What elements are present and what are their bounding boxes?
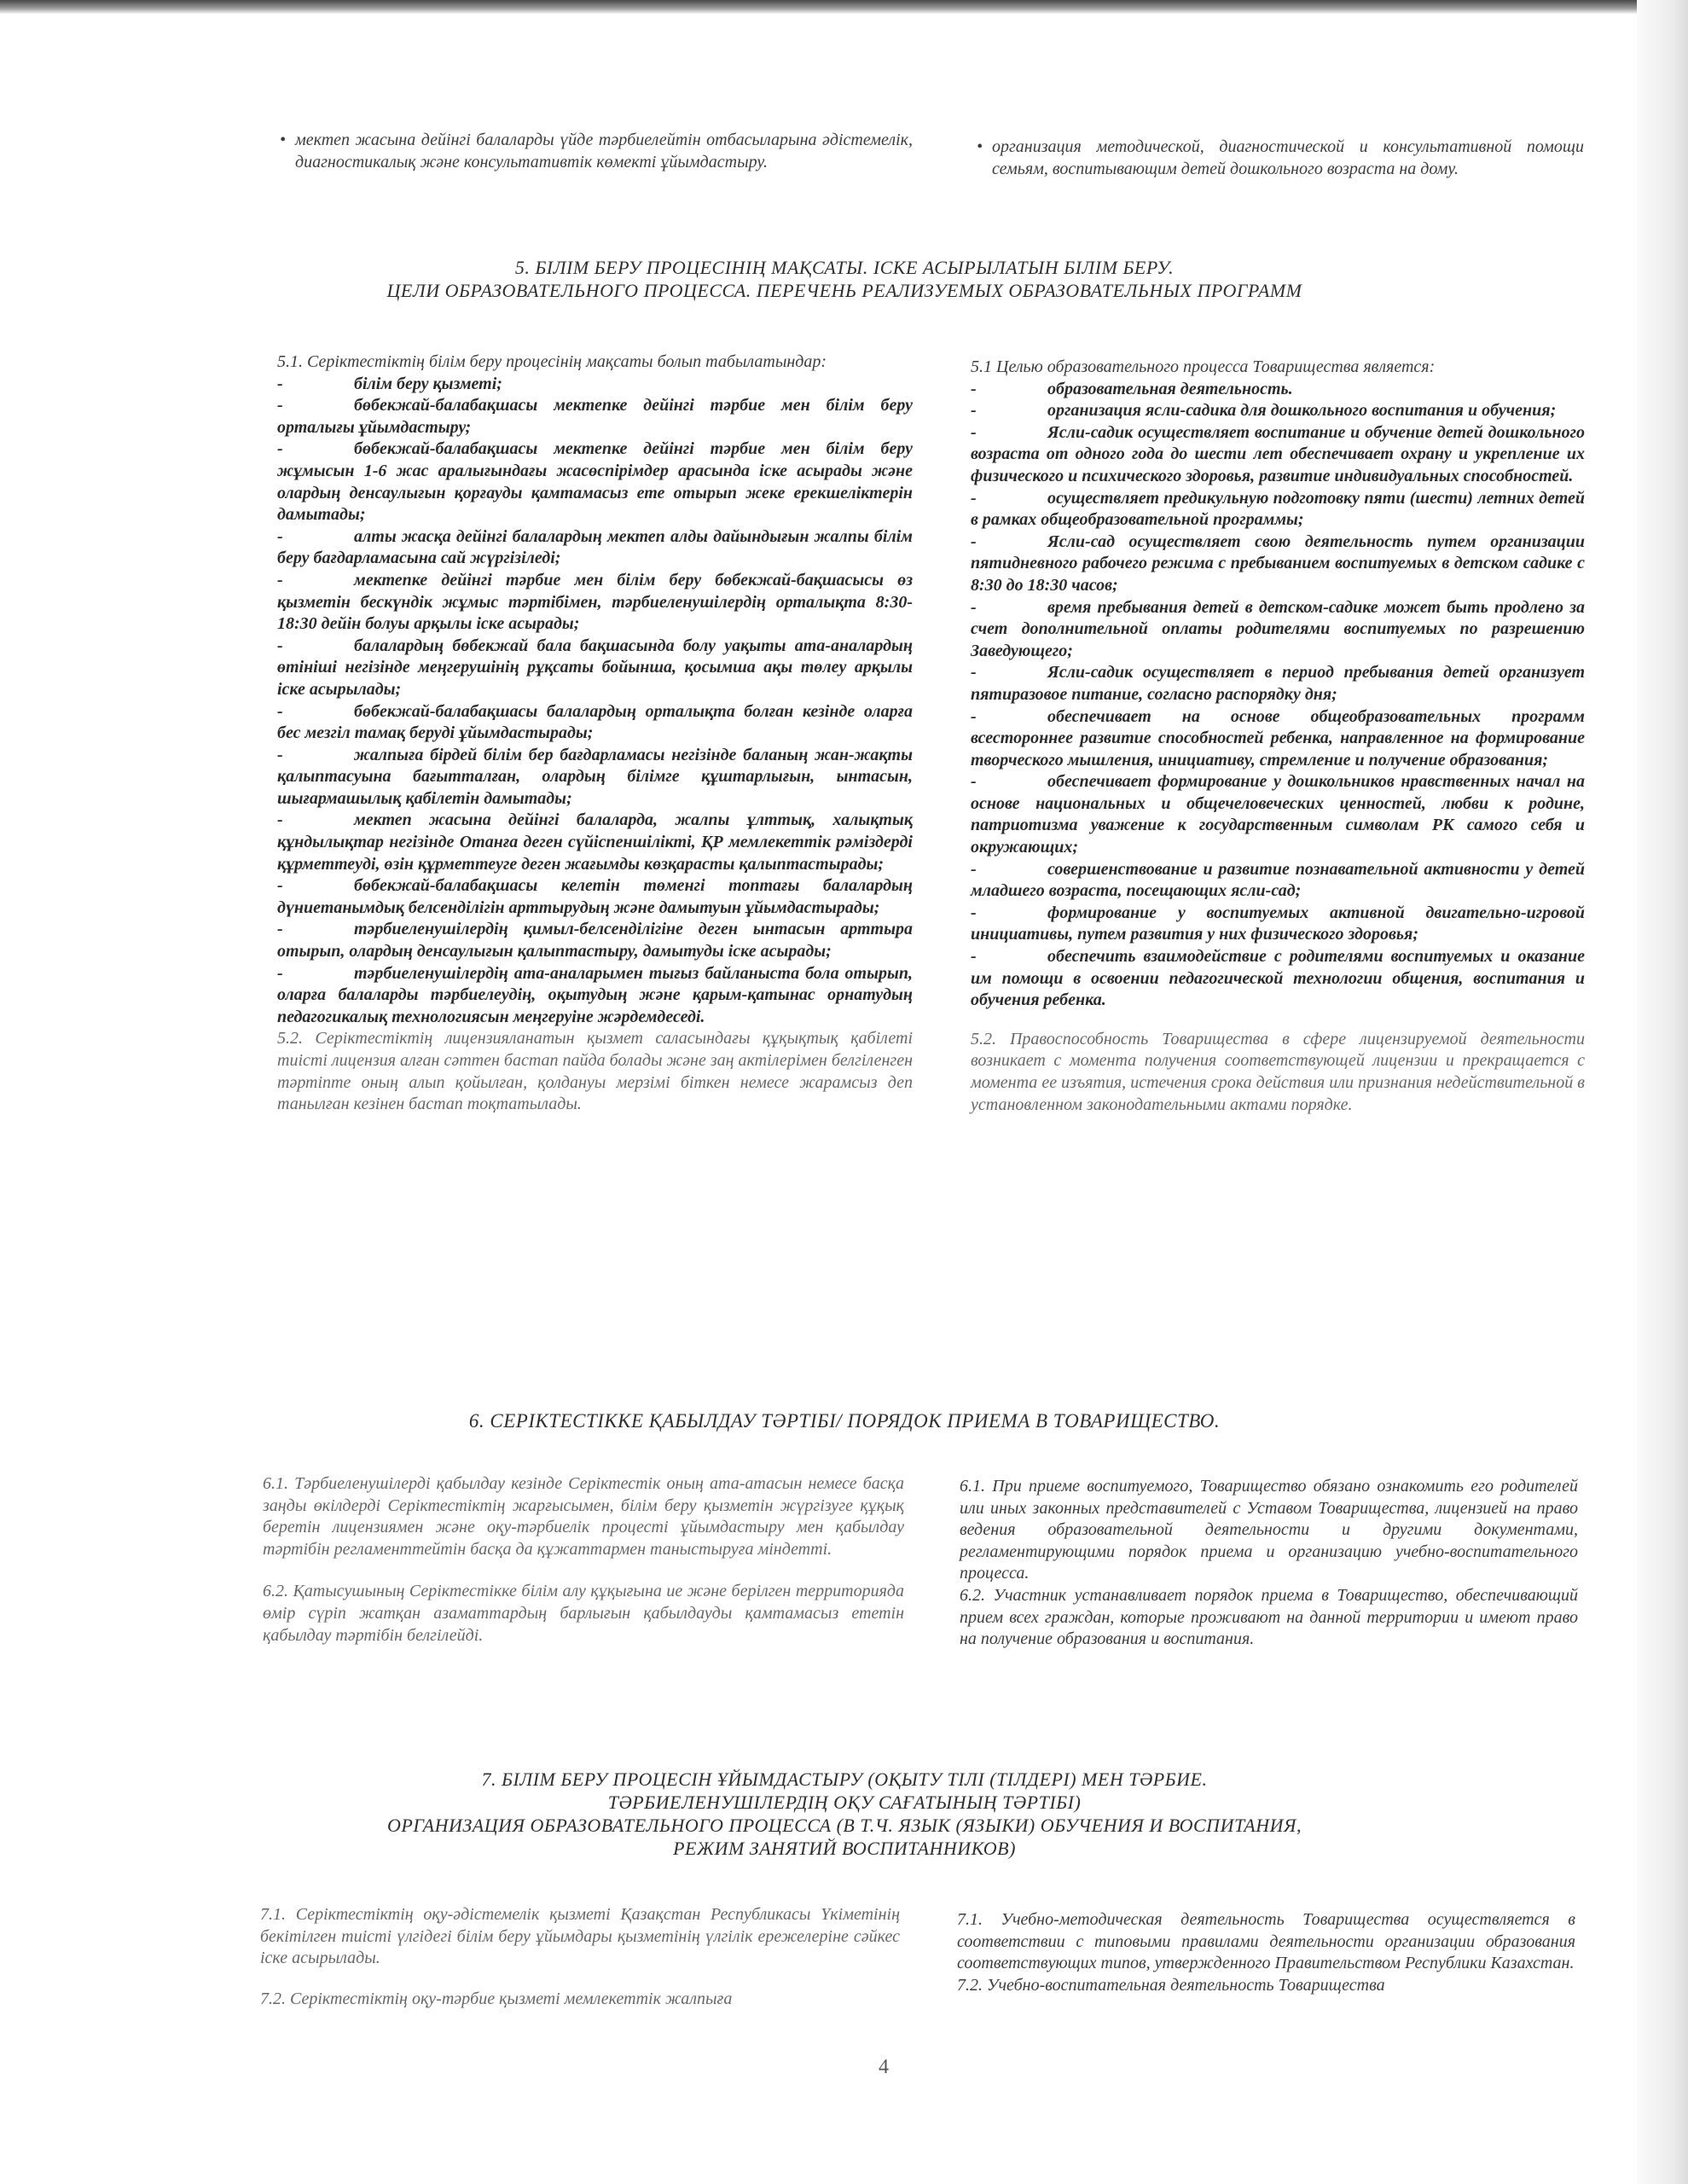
kz-item: жалпыға бірдей білім бер бағдарламасы негізінде баланың жан-жақты қалыптасуына бағытталған, олардың білімге құштарлығын, ынтасын, шығармашылық қабілетін дамытады; [277,745,913,808]
ru-item: совершенствование и развитие познавательной активности у детей младшего возраста, посещающих ясли-сад; [971,859,1585,901]
kz-item: бөбекжай-балабақшасы мектепке дейінгі тәрбие мен білім беру орталығы ұйымдастыру; [277,396,913,437]
top-left-bullet-text: мектеп жасына дейінгі балаларды үйде тәрбиелейтін отбасыларына әдістемелік, диагностикалық және консультативтік көмекті ұйымдастыру. [295,131,913,171]
kz-item: тәрбиеленушілердің ата-аналарымен тығыз байланыста бола отырып, оларға балаларды тәрбиелеудің, оқытудың және қарым-қатынас орнатудың педагогикалық технологиясын меңгеруіне жәрдемдеседі. [277,963,913,1026]
section-7-heading [256,1768,1433,1860]
scan-edge-right [1637,0,1688,2184]
section-5-title-kz: 5. БІЛІМ БЕРУ ПРОЦЕСІНІҢ МАҚСАТЫ. ІСКЕ АСЫРЫЛАТЫН БІЛІМ БЕРУ. [514,257,1175,278]
kz-item: бөбекжай-балабақшасы балалардың орталықта болған кезінде оларға бес мезгіл тамақ беруді ұйымдастырады; [277,701,913,743]
kz-item: алты жасқа дейінгі балалардың мектеп алды дайындығын жалпы білім беру бағдарламасына сай жүргізіледі; [277,526,913,568]
ru-item: время пребывания детей в детском-садике может быть продлено за счет дополнительной оплаты родителями воспитуемых по разрешению Заведующего; [971,597,1585,660]
ru-item: образовательная деятельность. [1047,379,1293,398]
ru-6-2: 6.2. Участник устанавливает порядок приема в Товарищество, обеспечивающий прием всех граждан, которые проживают на данной территории и имеют право на получение образования и воспитания. [960,1585,1578,1649]
ru-item: формирование у воспитуемых активной двигательно-игровой инициативы, путем развития у них физического здоровья; [971,903,1585,944]
kz-5-1-intro: 5.1. Серіктестіктің білім беру процесінің мақсаты болып табылатындар: [277,352,827,371]
kz-item: бөбекжай-балабақшасы мектепке дейінгі тәрбие мен білім беру жұмысын 1-6 жас аралығындағы жасөспірімдер арасында іске асырады және олардың денсаулығын қорғауды қамтамасыз ете отырып жеке ерекшеліктерін дамытады; [277,439,913,525]
ru-7-2: 7.2. Учебно-воспитательная деятельность Товарищества [957,1975,1385,1995]
kz-item: тәрбиеленушілердің қимыл-белсенділігіне деген ынтасын арттыра отырып, олардың денсаулығын қалыптастыру, дамытуды іске асырады; [277,920,913,961]
ru-item: обеспечивает формирование у дошкольников нравственных начал на основе национальных и общечеловеческих ценностей, любви к родине, патриотизма уважение к государственным символам РК самого себя и окружающих; [971,772,1585,857]
ru-5-1-intro: 5.1 Целью образовательного процесса Товарищества является: [971,357,1436,376]
kz-6-1: 6.1. Тәрбиеленушілерді қабылдау кезінде Серіктестік оның ата-атасын немесе басқа заңды өкілдерді Серіктестіктің жарғысымен, білім беру қызметін жүргізуге құқық беретін лицензиямен және оқу-тәрбиелік процесті ұйымдастыру мен қабылдау тәртібін регламенттейтін басқа да құжаттармен таныстыруға міндетті. [263,1474,904,1559]
bullet-dot: • [977,137,983,156]
section-7-title-kz-2: ТӘРБИЕЛЕНУШІЛЕРДІҢ ОҚУ САҒАТЫНЫҢ ТӘРТІБІ) [607,1792,1082,1813]
ru-item: Ясли-сад осуществляет свою деятельность путем организации пятидневного рабочего режима с пребыванием воспитуемых в детском садике с 8:30 до 18:30 часов; [971,531,1585,595]
section-7-title-ru-2: РЕЖИМ ЗАНЯТИЙ ВОСПИТАННИКОВ) [673,1838,1016,1859]
ru-5-2: 5.2. Правоспособность Товарищества в сфере лицензируемой деятельности возникает с момента получения соответствующей лицензии и прекращается с момента ее изъятия, истечения срока действия или признания недействительной в установленном законодательными актами порядке. [971,1029,1585,1114]
ru-item: организация ясли-садика для дошкольного воспитания и обучения; [1047,401,1557,421]
section-5-heading [256,256,1433,302]
section-5-kz-column: 5.1. Серіктестіктің білім беру процесінің мақсаты болып табылатындар: - білім беру қызметі; - бөбекжай-балабақшасы мектепке дейінгі тәрбие мен білім беру орталығы ұйымдастыру; - бөбекжай-балабақшасы мектепке дейінгі тәрбие мен білім беру жұмысын 1-6 жас аралығындағы жасөспірімдер арасында іске асырады және олардың денсаулығын қорғауды қамтамасыз ете отырып жеке ерекшеліктерін дамытады; - алты жасқа дейінгі балалардың мектеп алды дайындығын жалпы білім беру бағдарламасына сай жүргізіледі; - мектепке дейінгі тәрбие мен білім беру бөбекжай-бақшасысы өз қызметін бескүндік жұмыс тәртібімен, тәрбиеленушілердің орталықта 8:30-18:30 дейін болуы арқылы іске асырады; - балалардың бөбекжай бала бақшасында болу уақыты ата-аналардың өтініші негізінде меңгерушінің рұқсаты бойынша, қосымша ақы төлеу арқылы іске асырылады; - бөбекжай-балабақшасы балалардың орталықта болған кезінде оларға бес мезгіл тамақ беруді ұйымдастырады; - жалпыға бірдей білім бер бағдарламасы негізінде баланың жан-жақты қалыптасуына бағытталған, олардың білімге құштарлығын, ынтасын, шығармашылық қабілетін дамытады; - мектеп жасына дейінгі балаларда, жалпы ұлттық, халықтық құндылықтар негізінде Отанға деген сүйіспеншілікті, ҚР мемлекеттік рәміздерді құрметтеуді, өзін құрметтеуге деген жағымды көзқарасты қалыптастырады; - бөбекжай-балабақшасы келетін төменгі топтағы балалардың дүниетанымдық белсенділігін арттырудың және дамытуын ұйымдастырады; - тәрбиеленушілердің қимыл-белсенділігіне деген ынтасын арттыра отырып, олардың денсаулығын қалыптастыру, дамытуды іске асырады; - тәрбиеленушілердің ата-аналарымен тығыз байланыста бола отырып, оларға балаларды тәрбиелеудің, оқытудың және қарым-қатынас орнатудың педагогикалық технологиясын меңгеруіне жәрдемдеседі. 5.2. Серіктестіктің лицензияланатын қызмет саласындағы құқықтық қабілеті тиісті лицензия алған сәттен бастап пайда болады және заң актілерімен белгіленген тәртіпте оның алып қойылған, қолдануы мерзімі біткен немесе жарамсыз деп танылған кезінен бастап тоқтатылады. [277,351,913,1116]
ru-item: Ясли-садик осуществляет в период пребывания детей организует пятиразовое питание, согласно распорядку дня; [971,663,1585,704]
page-number: 4 [879,2056,889,2078]
top-right-bullet-text: организация методической, диагностической и консультативной помощи семьям, воспитывающим детей дошкольного возраста на дому. [992,137,1584,178]
top-left-bullet [280,130,913,173]
section-7-ru-column [957,1909,1575,1996]
kz-item: балалардың бөбекжай бала бақшасында болу уақыты ата-аналардың өтініші негізінде меңгерушінің рұқсаты бойынша, қосымша ақы төлеу арқылы іске асырылады; [277,636,913,699]
kz-item: мектепке дейінгі тәрбие мен білім беру бөбекжай-бақшасысы өз қызметін бескүндік жұмыс тәртібімен, тәрбиеленушілердің орталықта 8:30-18:30 дейін болуы арқылы іске асырады; [277,570,913,634]
bullet-dot: • [280,131,287,149]
kz-5-2: 5.2. Серіктестіктің лицензияланатын қызмет саласындағы құқықтық қабілеті тиісті лицензия алған сәттен бастап пайда болады және заң актілерімен белгіленген тәртіпте оның алып қойылған, қолдануы мерзімі біткен немесе жарамсыз деп танылған кезінен бастап тоқтатылады. [277,1029,913,1114]
section-6-kz-column [263,1473,904,1647]
kz-item: мектеп жасына дейінгі балаларда, жалпы ұлттық, халықтық құндылықтар негізінде Отанға деген сүйіспеншілікті, ҚР мемлекеттік рәміздерді құрметтеуді, өзін құрметтеуге деген жағымды көзқарасты қалыптастырады; [277,810,913,874]
section-6-ru-column [960,1476,1578,1651]
kz-7-1: 7.1. Серіктестіктің оқу-әдістемелік қызметі Қазақстан Республикасы Үкіметінің бекітілген тиісті үлгідегі білім беру ұйымдары қызметінің үлгілік ережелеріне сәйкес іске асырылады. [260,1905,900,1968]
ru-7-1: 7.1. Учебно-методическая деятельность Товарищества осуществляется в соответствии с типовыми правилами деятельности организации образования соответствующих типов, утвержденного Правительством Республики Казахстан. [957,1910,1575,1973]
kz-6-2: 6.2. Қатысушының Серіктестікке білім алу құқығына ие және берілген территорияда өмір сүріп жатқан азаматтардың барлығын қабылдауды қамтамасыз ететін қабылдау тәртібін белгілейді. [263,1582,904,1645]
kz-item: білім беру қызметі; [354,374,502,393]
section-5-title-ru: ЦЕЛИ ОБРАЗОВАТЕЛЬНОГО ПРОЦЕССА. ПЕРЕЧЕНЬ РЕАЛИЗУЕМЫХ ОБРАЗОВАТЕЛЬНЫХ ПРОГРАММ [386,280,1302,301]
top-right-bullet [977,136,1584,180]
ru-item: осуществляет предикульную подготовку пяти (шести) летних детей в рамках общеобразовательной программы; [971,488,1585,530]
kz-7-2: 7.2. Серіктестіктің оқу-тәрбие қызметі мемлекеттік жалпыға [260,1989,733,2008]
ru-6-1: 6.1. При приеме воспитуемого, Товарищество обязано ознакомить его родителей или иных законных представителей с Уставом Товарищества, лицензией на право ведения образовательной деятельности и другими документами, регламентирующими порядок приема и организацию учебно-воспитательного процесса. [960,1477,1578,1583]
section-7-title-ru-1: ОРГАНИЗАЦИЯ ОБРАЗОВАТЕЛЬНОГО ПРОЦЕССА (В Т.Ч. ЯЗЫК (ЯЗЫКИ) ОБУЧЕНИЯ И ВОСПИТАНИЯ, [387,1815,1302,1836]
ru-item: обеспечивает на основе общеобразовательных программ всестороннее развитие способностей ребенка, направленное на формирование творческого мышления, инициативу, стремление и получение образования; [971,706,1585,770]
section-7-title-kz-1: 7. БІЛІМ БЕРУ ПРОЦЕСІН ҰЙЫМДАСТЫРУ (ОҚЫТУ ТІЛІ (ТІЛДЕРІ) МЕН ТӘРБИЕ. [481,1769,1208,1790]
ru-item: Ясли-садик осуществляет воспитание и обучение детей дошкольного возраста от одного года до шести лет обеспечивает охрану и укрепление их физического и психического здоровья, развитие индивидуальных способностей. [971,422,1585,485]
section-7-kz-column [260,1904,900,2010]
section-6-heading: 6. СЕРІКТЕСТІККЕ ҚАБЫЛДАУ ТӘРТІБІ/ ПОРЯДОК ПРИЕМА В ТОВАРИЩЕСТВО. [468,1410,1221,1432]
ru-item: обеспечить взаимодействие с родителями воспитуемых и оказание им помощи в освоении педагогической технологии общения, воспитания и обучения ребенка. [971,947,1585,1010]
kz-item: бөбекжай-балабақшасы келетін төменгі топтағы балалардың дүниетанымдық белсенділігін арттырудың және дамытуын ұйымдастырады; [277,876,913,917]
scan-edge-top [0,0,1688,14]
section-5-ru-column: 5.1 Целью образовательного процесса Товарищества является: - образовательная деятельность. - организация ясли-садика для дошкольного воспитания и обучения; - Ясли-садик осуществляет воспитание и обучение детей дошкольного возраста от одного года до шести лет обеспечивает охрану и укрепление их физического и психического здоровья, развитие индивидуальных способностей. - осуществляет предикульную подготовку пяти (шести) летних детей в рамках общеобразовательной программы; - Ясли-сад осуществляет свою деятельность путем организации пятидневного рабочего режима с пребыванием воспитуемых в детском садике с 8:30 до 18:30 часов; - время пребывания детей в детском-садике может быть продлено за счет дополнительной оплаты родителями воспитуемых по разрешению Заведующего; - Ясли-садик осуществляет в период пребывания детей организует пятиразовое питание, согласно распорядку дня; - обеспечивает на основе общеобразовательных программ всестороннее развитие способностей ребенка, направленное на формирование творческого мышления, инициативу, стремление и получение образования; - обеспечивает формирование у дошкольников нравственных начал на основе национальных и общечеловеческих ценностей, любви к родине, патриотизма уважение к государственным символам РК самого себя и окружающих; - совершенствование и развитие познавательной активности у детей младшего возраста, посещающих ясли-сад; - формирование у воспитуемых активной двигательно-игровой инициативы, путем развития у них физического здоровья; - обеспечить взаимодействие с родителями воспитуемых и оказание им помощи в освоении педагогической технологии общения, воспитания и обучения ребенка. 5.2. Правоспособность Товарищества в сфере лицензируемой деятельности возникает с момента получения соответствующей лицензии и прекращается с момента ее изъятия, истечения срока действия или признания недействительной в установленном законодательными актами порядке. [971,357,1585,1116]
